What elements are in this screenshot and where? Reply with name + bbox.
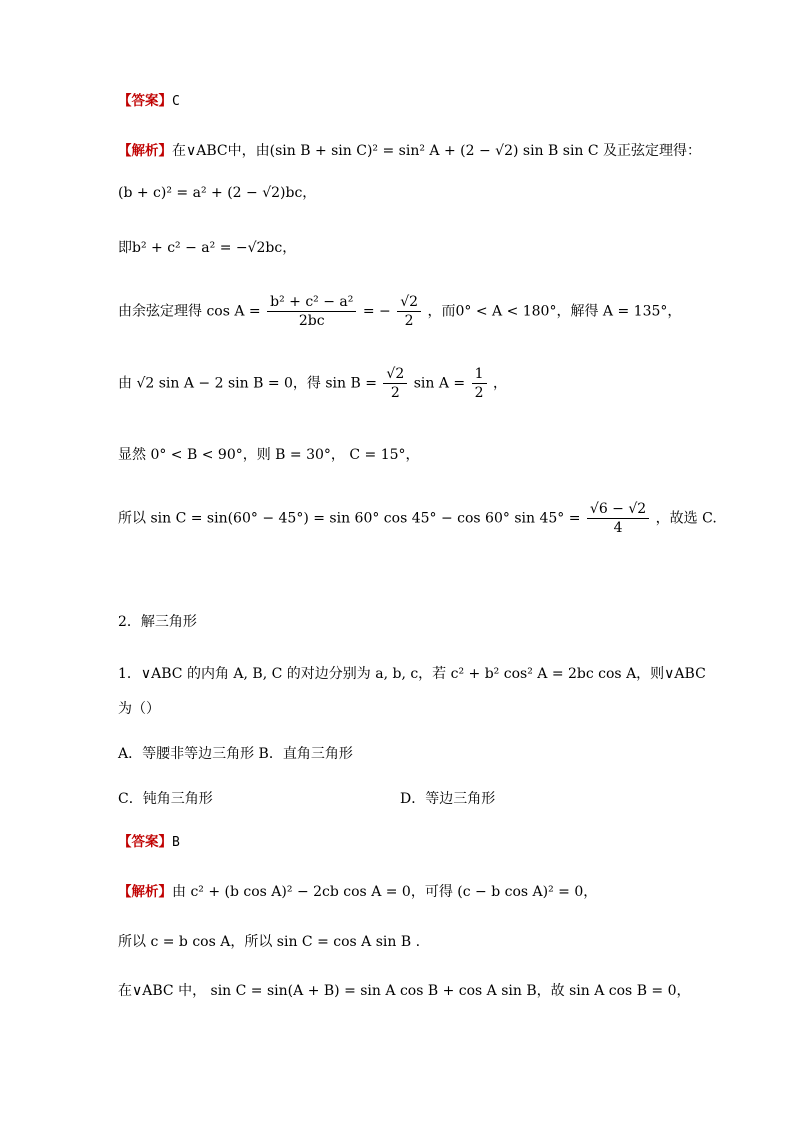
analysis-2-line-1	[118, 882, 597, 902]
fraction	[397, 293, 421, 330]
text: sin A =	[413, 375, 466, 392]
analysis-tag: 【解析】	[118, 143, 172, 159]
denominator: 2bc	[298, 313, 325, 329]
numerator: √6 − √2	[587, 500, 649, 519]
analysis-text: 所以 c = b cos A，所以 sin C = cos A sin B .	[118, 934, 421, 950]
numerator: √2	[397, 293, 421, 312]
denominator: 2	[474, 385, 484, 401]
numerator: b² + c² − a²	[267, 293, 356, 312]
option-a-b: A．等腰非等边三角形 B．直角三角形	[118, 746, 353, 762]
text: = −	[362, 303, 391, 320]
question-text: 为（）	[118, 701, 160, 717]
text: 由余弦定理得 cos A =	[118, 303, 261, 320]
text: 由 √2 sin A − 2 sin B = 0，得 sin B =	[118, 375, 377, 392]
analysis-text: 在∨ABC 中， sin C = sin(A + B) = sin A cos B + cos A sin B，故 sin A cos B = 0，	[118, 983, 691, 999]
answer-tag: 【答案】	[118, 834, 172, 850]
option-c: C．钝角三角形	[118, 791, 213, 807]
fraction	[587, 500, 649, 537]
text: ，故选 C.	[655, 510, 717, 527]
analysis-1-line-3	[118, 238, 296, 258]
options-row-1	[118, 744, 353, 764]
analysis-1-line-1	[118, 141, 701, 161]
denominator: 2	[404, 313, 414, 329]
question-line-2	[118, 699, 160, 719]
option-d: D．等边三角形	[400, 791, 496, 807]
equation: (b + c)² = a² + (2 − √2)bc，	[118, 185, 317, 201]
numerator: √2	[383, 365, 407, 384]
options-row-2	[118, 789, 678, 809]
analysis-1-line-6	[118, 445, 420, 465]
question-text: 1．∨ABC 的内角 A, B, C 的对边分别为 a, b, c，若 c² + b² cos² A = 2bc cos A，则∨ABC	[118, 666, 706, 682]
text: 显然 0° < B < 90°，则 B = 30°， C = 15°，	[118, 447, 420, 463]
denominator: 2	[390, 385, 400, 401]
analysis-text: 在∨ABC中，由(sin B + sin C)² = sin² A + (2 − √2) sin B sin C 及正弦定理得：	[172, 143, 702, 159]
numerator: 1	[472, 365, 487, 384]
answer-tag: 【答案】	[118, 93, 172, 109]
analysis-1-line-5	[118, 365, 507, 402]
analysis-2-line-3	[118, 981, 691, 1001]
text: ，	[492, 375, 507, 392]
text: ，而0° < A < 180°，解得 A = 135°，	[427, 303, 682, 320]
fraction	[383, 365, 407, 402]
section-heading	[118, 612, 197, 632]
analysis-2-line-2	[118, 932, 420, 952]
question-line-1	[118, 664, 706, 684]
fraction	[267, 293, 356, 330]
fraction	[472, 365, 487, 402]
analysis-text: 由 c² + (b cos A)² − 2cb cos A = 0，可得 (c − b cos A)² = 0，	[172, 884, 598, 900]
answer-value: C	[172, 94, 180, 109]
analysis-tag: 【解析】	[118, 884, 172, 900]
section-title: 2．解三角形	[118, 614, 197, 630]
text: 所以 sin C = sin(60° − 45°) = sin 60° cos 45° − cos 60° sin 45° =	[118, 510, 581, 527]
answer-1	[118, 91, 180, 112]
equation: 即b² + c² − a² = −√2bc，	[118, 240, 297, 256]
analysis-1-line-7	[118, 500, 717, 537]
denominator: 4	[613, 520, 623, 536]
analysis-1-line-4	[118, 293, 681, 330]
answer-value: B	[172, 835, 180, 850]
analysis-1-line-2	[118, 183, 316, 203]
answer-2	[118, 832, 180, 853]
